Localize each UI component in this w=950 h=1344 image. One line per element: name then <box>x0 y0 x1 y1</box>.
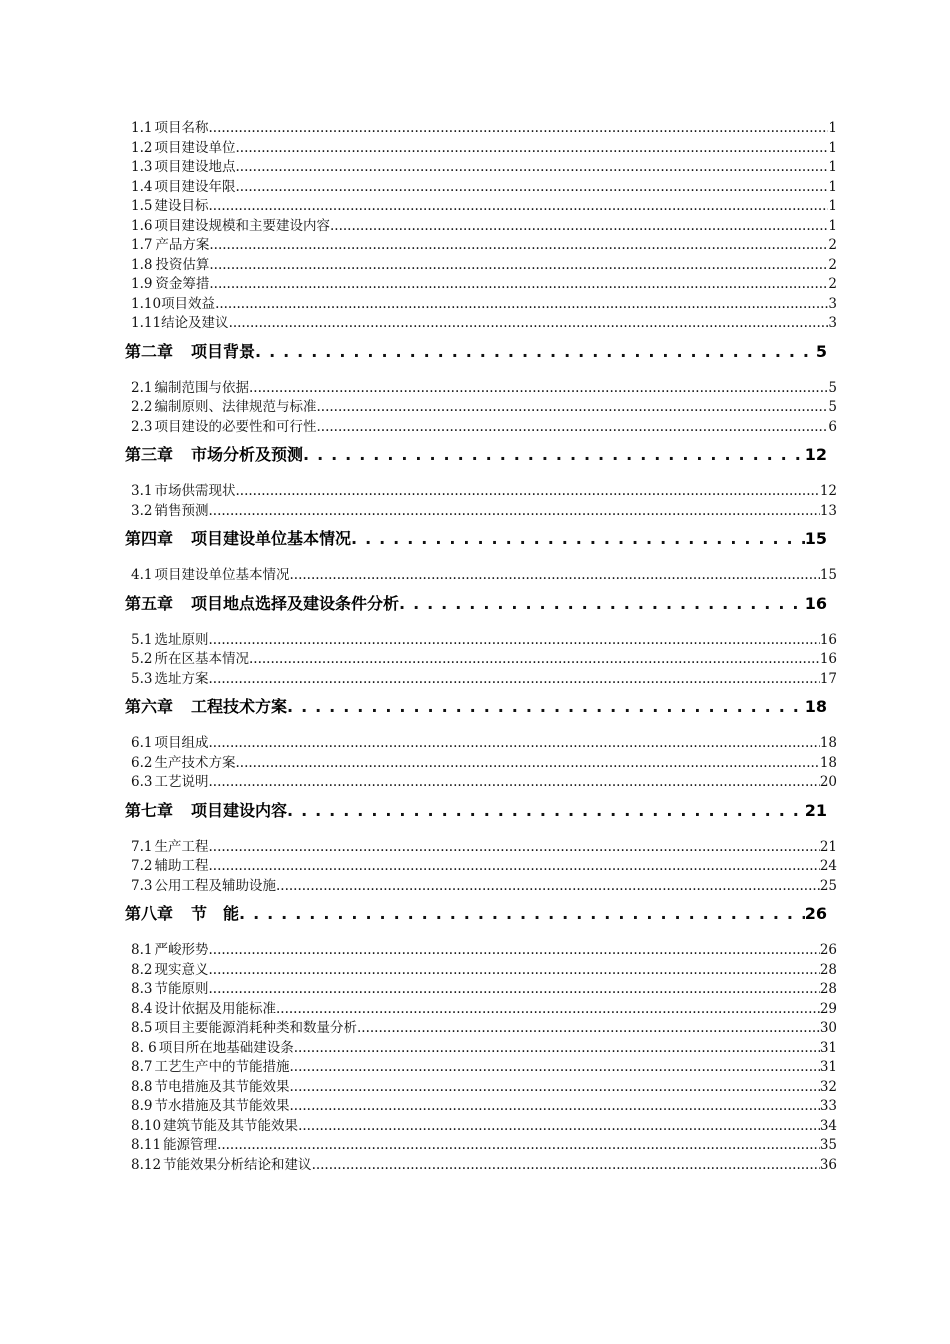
toc-section-entry[interactable] <box>131 958 837 978</box>
section-number: 5.3 <box>131 670 153 686</box>
toc-section-entry[interactable] <box>131 272 837 292</box>
section-number: 7.2 <box>131 858 153 874</box>
page-number: 18 <box>804 697 827 716</box>
toc-section-entry[interactable] <box>131 628 837 648</box>
dot-leader <box>298 1118 820 1134</box>
dot-leader <box>215 296 828 312</box>
section-title: 投资估算 <box>155 256 210 272</box>
section-title: 项目组成 <box>154 735 209 751</box>
page-number: 16 <box>819 631 837 647</box>
page-number: 12 <box>819 483 837 499</box>
chapter-title: 项目背景 <box>191 341 256 361</box>
section-number: 1.8 <box>131 256 153 272</box>
dot-leader <box>217 1137 820 1153</box>
dot-leader <box>303 445 805 464</box>
page-number: 3 <box>828 315 837 331</box>
dot-leader <box>287 697 805 716</box>
toc-section-entry[interactable] <box>131 479 837 499</box>
dot-leader <box>255 342 816 361</box>
dot-leader <box>330 218 828 234</box>
section-title: 编制原则、法律规范与标准 <box>154 399 317 415</box>
toc-chapter-entry[interactable] <box>125 591 827 613</box>
chapter-title: 项目建设单位基本情况 <box>191 529 352 548</box>
page-number: 2 <box>828 237 837 253</box>
chapter-number: 第二章 <box>125 341 174 361</box>
toc-section-entry[interactable] <box>131 233 837 253</box>
section-title: 产品方案 <box>155 237 210 253</box>
dot-leader <box>357 1020 820 1036</box>
page-number: 28 <box>819 981 837 997</box>
dot-leader <box>208 632 819 648</box>
toc-section-entry[interactable] <box>131 731 837 751</box>
section-number: 5.2 <box>131 651 153 667</box>
dot-leader <box>289 1098 819 1114</box>
page-number: 36 <box>819 1156 837 1172</box>
dot-leader <box>208 962 819 978</box>
toc-section-entry[interactable] <box>131 155 837 175</box>
section-title: 节能原则 <box>154 981 209 997</box>
toc-section-entry[interactable] <box>131 835 837 855</box>
section-number: 8.1 <box>131 942 153 958</box>
section-title: 项目所在地基础建设条 <box>158 1039 294 1055</box>
dot-leader <box>209 237 828 253</box>
section-title: 项目建设单位基本情况 <box>154 567 290 583</box>
section-title: 能源管理 <box>163 1137 218 1153</box>
page-number: 25 <box>819 877 837 893</box>
page-number: 1 <box>828 159 837 175</box>
page-number: 6 <box>828 418 837 434</box>
toc-section-entry[interactable] <box>131 1075 837 1095</box>
section-title: 结论及建议 <box>161 315 229 331</box>
section-number: 4.1 <box>131 567 153 583</box>
toc-section-entry[interactable] <box>131 292 837 312</box>
section-title: 节水措施及其节能效果 <box>154 1098 290 1114</box>
dot-leader <box>289 1079 819 1095</box>
toc-section-entry[interactable] <box>131 1133 837 1153</box>
section-number: 1.6 <box>131 217 153 233</box>
dot-leader <box>208 503 819 519</box>
section-number: 6.3 <box>131 774 153 790</box>
section-number: 1.1 <box>131 120 153 136</box>
section-number: 8. 6 <box>131 1039 157 1055</box>
toc-chapter-entry[interactable] <box>125 339 827 361</box>
toc-chapter-entry[interactable] <box>125 526 827 548</box>
toc-section-entry[interactable] <box>131 116 837 136</box>
page-number: 1 <box>828 139 837 155</box>
section-number: 8.5 <box>131 1020 153 1036</box>
section-title: 项目效益 <box>161 295 216 311</box>
section-title: 项目建设年限 <box>154 178 236 194</box>
page-number: 18 <box>819 754 837 770</box>
page-number: 15 <box>804 529 827 548</box>
toc-section-entry[interactable] <box>131 1036 837 1056</box>
toc-section-entry[interactable] <box>131 499 837 519</box>
chapter-number: 第五章 <box>125 593 174 613</box>
page-number: 2 <box>828 256 837 272</box>
section-title: 资金筹措 <box>155 276 210 292</box>
dot-leader <box>235 179 828 195</box>
section-number: 5.1 <box>131 631 153 647</box>
dot-leader <box>351 529 805 548</box>
section-number: 1.3 <box>131 159 153 175</box>
section-number: 8.2 <box>131 961 153 977</box>
section-title: 选址原则 <box>154 631 209 647</box>
page-number: 35 <box>819 1137 837 1153</box>
section-title: 编制范围与依据 <box>154 379 249 395</box>
page-number: 32 <box>819 1078 837 1094</box>
toc-section-entry[interactable] <box>131 770 837 790</box>
section-number: 8.3 <box>131 981 153 997</box>
section-number: 8.9 <box>131 1098 153 1114</box>
dot-leader <box>208 198 828 214</box>
section-title: 市场供需现状 <box>154 483 236 499</box>
page-number: 1 <box>828 120 837 136</box>
section-number: 8.10 <box>131 1117 162 1133</box>
toc-chapter-entry[interactable] <box>125 901 827 923</box>
dot-leader <box>208 120 828 136</box>
page-number: 5 <box>828 399 837 415</box>
section-title: 项目建设地点 <box>154 159 236 175</box>
dot-leader <box>235 140 828 156</box>
chapter-number: 第六章 <box>125 697 174 716</box>
dot-leader <box>208 671 819 687</box>
dot-leader <box>208 858 819 874</box>
section-number: 7.1 <box>131 838 153 854</box>
toc-section-entry[interactable] <box>131 1094 837 1114</box>
chapter-title: 项目建设内容 <box>191 800 288 820</box>
page-number: 28 <box>819 961 837 977</box>
toc-section-entry[interactable] <box>131 1114 837 1134</box>
section-title: 工艺说明 <box>154 774 209 790</box>
toc-section-entry[interactable] <box>131 1016 837 1036</box>
page-number: 2 <box>828 276 837 292</box>
dot-leader <box>249 651 820 667</box>
section-title: 建筑节能及其节能效果 <box>163 1117 299 1133</box>
chapter-title: 市场分析及预测 <box>191 445 304 464</box>
dot-leader <box>276 878 820 894</box>
section-title: 现实意义 <box>154 961 209 977</box>
page-number: 17 <box>819 670 837 686</box>
toc-chapter-entry[interactable] <box>125 442 827 464</box>
dot-leader <box>235 483 819 499</box>
toc-chapter-entry[interactable] <box>125 694 827 716</box>
page-number: 21 <box>819 838 837 854</box>
page-number: 5 <box>828 379 837 395</box>
section-number: 8.7 <box>131 1059 153 1075</box>
page-number: 26 <box>819 942 837 958</box>
toc-section-entry[interactable] <box>131 874 837 894</box>
page-number: 13 <box>819 502 837 518</box>
dot-leader <box>249 380 828 396</box>
section-number: 1.10 <box>131 295 162 311</box>
section-number: 8.4 <box>131 1000 153 1016</box>
page-number: 16 <box>819 651 837 667</box>
toc-section-entry[interactable] <box>131 376 837 396</box>
section-number: 8.12 <box>131 1156 162 1172</box>
toc-section-entry[interactable] <box>131 647 837 667</box>
section-title: 生产技术方案 <box>154 754 236 770</box>
chapter-number: 第七章 <box>125 800 174 820</box>
toc-section-entry[interactable] <box>131 415 837 435</box>
section-title: 严峻形势 <box>154 942 209 958</box>
page-number: 30 <box>819 1020 837 1036</box>
page-number: 18 <box>819 735 837 751</box>
section-number: 1.9 <box>131 276 153 292</box>
toc-section-entry[interactable] <box>131 563 837 583</box>
section-title: 销售预测 <box>154 502 209 518</box>
section-title: 项目建设的必要性和可行性 <box>154 418 317 434</box>
section-title: 项目建设单位 <box>154 139 236 155</box>
dot-leader <box>209 257 828 273</box>
section-title: 设计依据及用能标准 <box>154 1000 276 1016</box>
toc-section-entry[interactable] <box>131 997 837 1017</box>
section-number: 2.3 <box>131 418 153 434</box>
dot-leader <box>235 159 828 175</box>
dot-leader <box>312 1157 820 1173</box>
page-number: 1 <box>828 217 837 233</box>
section-number: 8.8 <box>131 1078 153 1094</box>
dot-leader <box>208 774 819 790</box>
page-number: 12 <box>804 445 827 464</box>
section-number: 2.2 <box>131 399 153 415</box>
toc-section-entry[interactable] <box>131 214 837 234</box>
toc-section-entry[interactable] <box>131 938 837 958</box>
toc-section-entry[interactable] <box>131 311 837 331</box>
section-number: 1.11 <box>131 315 162 331</box>
toc-section-entry[interactable] <box>131 395 837 415</box>
dot-leader <box>208 942 819 958</box>
section-number: 1.2 <box>131 139 153 155</box>
section-number: 8.11 <box>131 1137 162 1153</box>
toc-section-entry[interactable] <box>131 854 837 874</box>
page-number: 5 <box>815 341 827 361</box>
section-title: 项目建设规模和主要建设内容 <box>154 217 330 233</box>
section-number: 2.1 <box>131 379 153 395</box>
page-number: 26 <box>804 904 827 923</box>
section-title: 公用工程及辅助设施 <box>154 877 276 893</box>
page-number: 1 <box>828 198 837 214</box>
page-number: 3 <box>828 295 837 311</box>
dot-leader <box>289 567 819 583</box>
toc-section-entry[interactable] <box>131 1055 837 1075</box>
dot-leader <box>287 801 805 820</box>
section-number: 1.4 <box>131 178 153 194</box>
page-number: 24 <box>819 858 837 874</box>
page-number: 16 <box>804 593 827 613</box>
dot-leader <box>208 839 819 855</box>
chapter-title: 工程技术方案 <box>191 697 288 716</box>
section-title: 工艺生产中的节能措施 <box>154 1059 290 1075</box>
dot-leader <box>316 399 828 415</box>
page-number: 31 <box>819 1059 837 1075</box>
page-number: 34 <box>819 1117 837 1133</box>
section-title: 建设目标 <box>154 198 209 214</box>
page-number: 20 <box>819 774 837 790</box>
table-of-contents <box>0 116 950 1172</box>
dot-leader <box>209 276 828 292</box>
dot-leader <box>316 419 828 435</box>
page-number: 21 <box>804 800 827 820</box>
chapter-title: 项目地点选择及建设条件分析 <box>191 593 400 613</box>
section-title: 节能效果分析结论和建议 <box>163 1156 312 1172</box>
section-title: 节电措施及其节能效果 <box>154 1078 290 1094</box>
section-number: 3.2 <box>131 502 153 518</box>
section-title: 所在区基本情况 <box>154 651 249 667</box>
section-number: 1.5 <box>131 198 153 214</box>
section-number: 6.1 <box>131 735 153 751</box>
toc-section-entry[interactable] <box>131 136 837 156</box>
toc-section-entry[interactable] <box>131 751 837 771</box>
chapter-number: 第八章 <box>125 904 174 923</box>
section-title: 项目名称 <box>154 120 209 136</box>
dot-leader <box>239 904 805 923</box>
toc-section-entry[interactable] <box>131 194 837 214</box>
section-title: 生产工程 <box>154 838 209 854</box>
dot-leader <box>294 1040 820 1056</box>
toc-section-entry[interactable] <box>131 253 837 273</box>
chapter-number: 第四章 <box>125 529 174 548</box>
page-number: 33 <box>819 1098 837 1114</box>
section-number: 3.1 <box>131 483 153 499</box>
toc-section-entry[interactable] <box>131 667 837 687</box>
dot-leader <box>229 315 829 331</box>
section-title: 项目主要能源消耗种类和数量分析 <box>154 1020 357 1036</box>
toc-section-entry[interactable] <box>131 977 837 997</box>
dot-leader <box>208 735 819 751</box>
dot-leader <box>208 981 819 997</box>
chapter-number: 第三章 <box>125 445 174 464</box>
page-number: 29 <box>819 1000 837 1016</box>
page-number: 31 <box>819 1039 837 1055</box>
section-number: 7.3 <box>131 877 153 893</box>
dot-leader <box>276 1001 820 1017</box>
section-number: 1.7 <box>131 237 153 253</box>
page-number: 1 <box>828 178 837 194</box>
dot-leader <box>399 594 805 613</box>
toc-section-entry[interactable] <box>131 175 837 195</box>
section-title: 选址方案 <box>154 670 209 686</box>
chapter-title: 节 能 <box>191 904 240 923</box>
section-title: 辅助工程 <box>154 858 209 874</box>
dot-leader <box>235 755 819 771</box>
section-number: 6.2 <box>131 754 153 770</box>
toc-section-entry[interactable] <box>131 1153 837 1173</box>
toc-chapter-entry[interactable] <box>125 798 827 820</box>
dot-leader <box>289 1059 819 1075</box>
page-number: 15 <box>819 567 837 583</box>
